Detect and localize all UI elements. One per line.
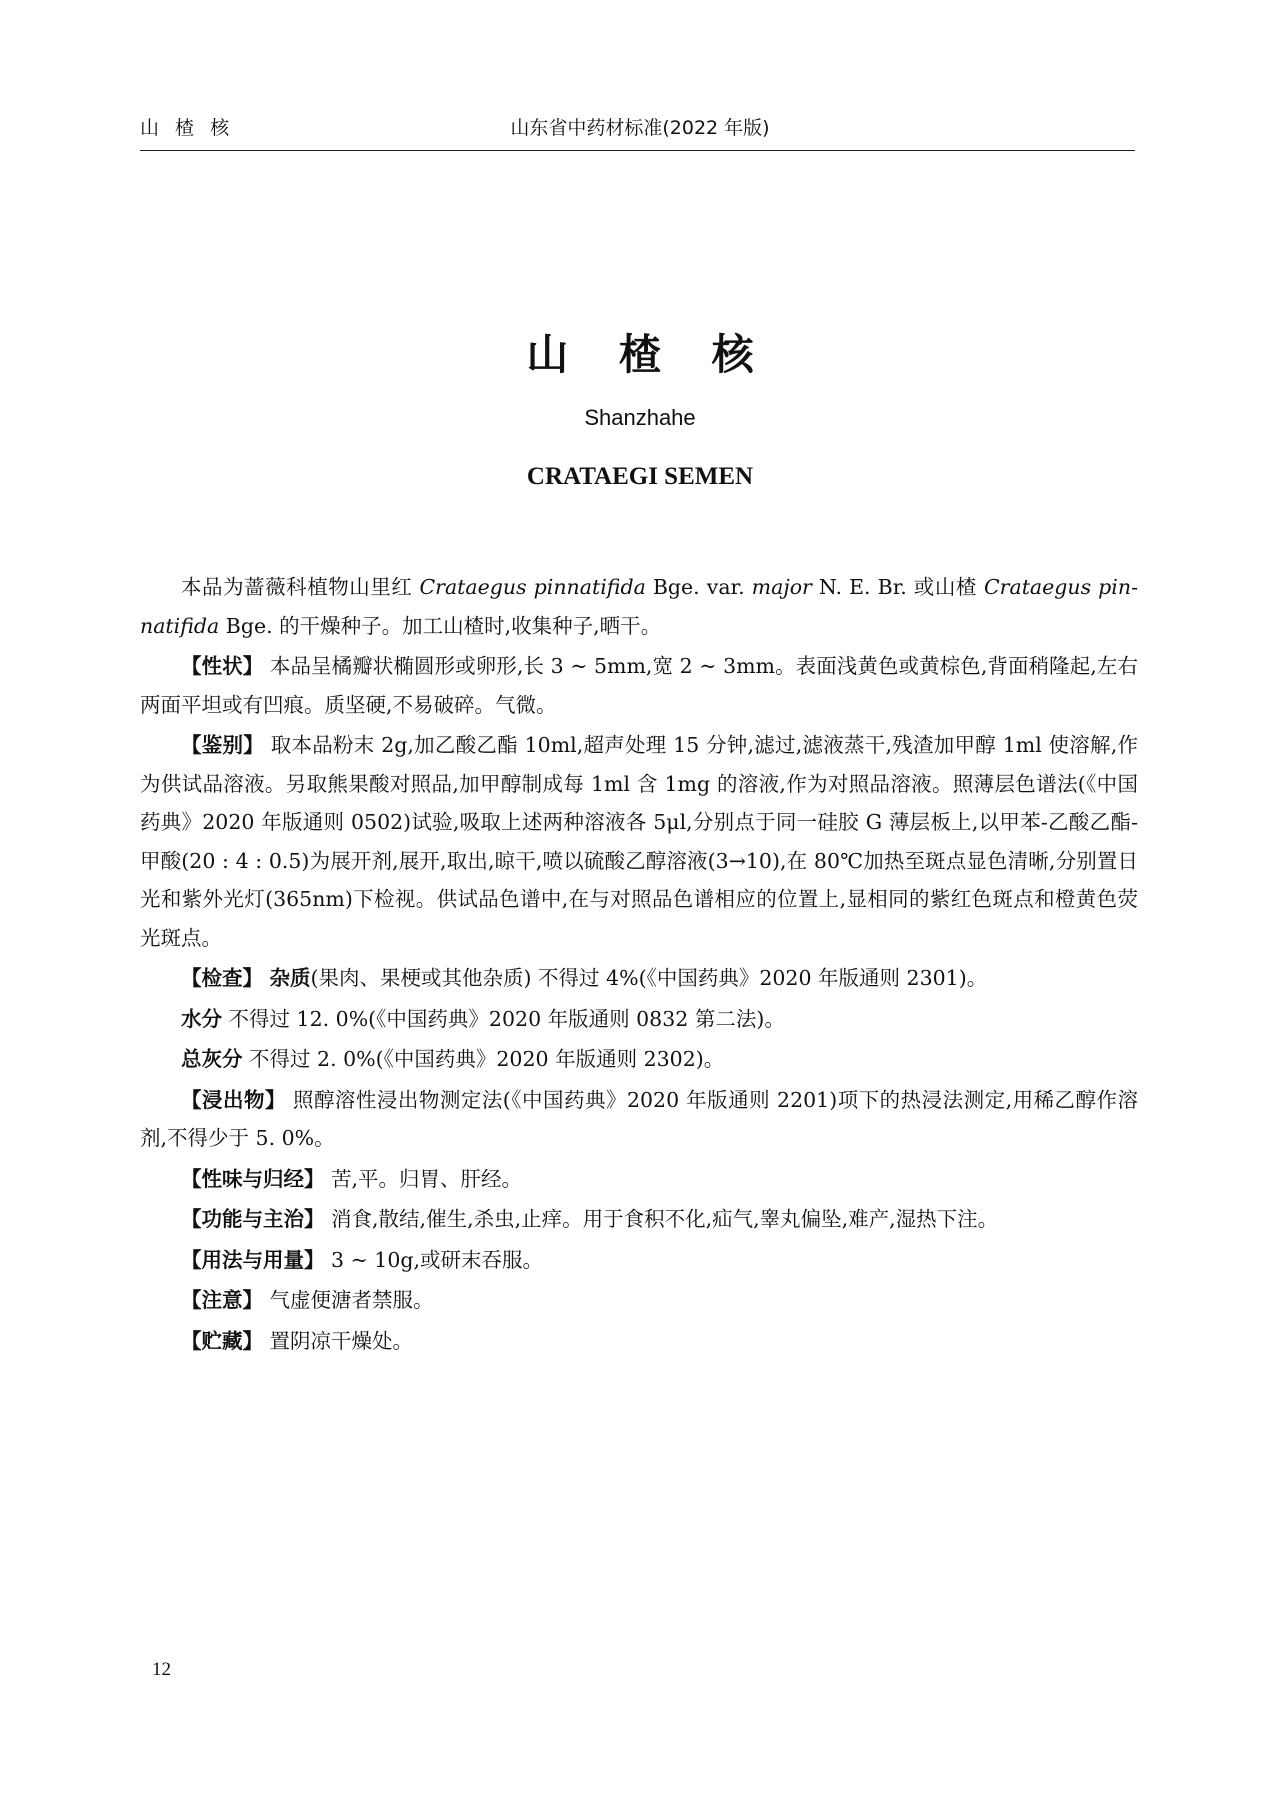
section-label: 【注意】 [181,1288,263,1312]
section-text: 3 ~ 10g,或研末吞服。 [331,1247,544,1272]
section-label: 【性状】 [181,654,264,678]
section-zhucang [140,1322,1138,1361]
section-gongneng [140,1200,1138,1239]
species-name-1: Crataegus pinnatifida [419,575,646,599]
section-label: 【用法与用量】 [181,1247,325,1272]
section-label: 【功能与主治】 [181,1207,325,1231]
latin-name: CRATAEGI SEMEN [526,463,754,490]
section-text: 取本品粉末 2g,加乙酸乙酯 10ml,超声处理 15 分钟,滤过,滤液蒸干,残渣加甲醇 1ml 使溶解,作为供试品溶液。另取熊果酸对照品,加甲醇制成每 1ml 含 1mg 的溶液,作为对照品溶液。照薄层色谱法(《中国药典》2020 年版通则 0502)试验,吸取上述两种溶液各 5μl,分别点于同一硅胶 G 薄层板上,以甲苯-乙酸乙酯-甲酸(20 : 4 : 0.5)为展开剂,展开,取出,晾干,喷以硫酸乙醇溶液(3→10),在 80℃加热至斑点显色清晰,分别置日光和紫外光灯(365nm)下检视。供试品色谱中,在与对照品色谱相应的位置上,显相同的紫红色斑点和橙黄色荧光斑点。 [140,733,1138,950]
section-xingzhuang [140,647,1138,724]
section-label: 【贮藏】 [181,1328,263,1353]
intro-text-4: Bge. 的干燥种子。加工山楂时,收集种子,晒干。 [219,613,662,638]
section-yongfa [140,1241,1138,1280]
variety-name: major [751,575,812,599]
section-label: 总灰分 [181,1047,243,1071]
intro-text-3: N. E. Br. 或山楂 [811,575,984,599]
monograph-title: 山 楂 核 [526,330,772,379]
section-label: 【性味与归经】 [181,1166,325,1191]
section-jiancha [140,959,1138,998]
section-label: 【浸出物】 [181,1087,286,1112]
section-text: 照醇溶性浸出物测定法(《中国药典》2020 年版通则 2201)项下的热浸法测定,用稀乙醇作溶剂,不得少于 5. 0%。 [140,1087,1139,1150]
running-header-title: 山东省中药材标准(2022 年版) [510,117,770,139]
section-label: 水分 [181,1006,222,1031]
intro-text-1: 本品为蔷薇科植物山里红 [181,575,420,599]
section-sublabel: 杂质 [269,966,311,990]
section-text: 苦,平。归胃、肝经。 [331,1166,523,1191]
section-text: 不得过 2. 0%(《中国药典》2020 年版通则 2302)。 [249,1047,725,1071]
section-text: 置阴凉干燥处。 [269,1328,414,1353]
section-label: 【鉴别】 [181,733,264,757]
running-header-left: 山 楂 核 [140,117,235,139]
section-jianbie [140,726,1138,957]
header-divider [140,150,1135,151]
intro-paragraph [140,568,1138,645]
monograph-body [140,568,1138,1362]
section-text: (果肉、果梗或其他杂质) 不得过 4%(《中国药典》2020 年版通则 2301)。 [310,966,988,990]
pinyin-name: Shanzhahe [584,405,696,430]
section-label: 【检查】 [181,966,263,990]
section-text: 气虚便溏者禁服。 [269,1288,434,1312]
intro-text-2: Bge. var. [645,575,752,599]
species-name-2: Crataegus pin-natifida [140,575,1138,638]
section-zhuyi [140,1281,1138,1320]
section-shuifen [140,1000,1138,1039]
page-number: 12 [152,1659,171,1680]
section-text: 不得过 12. 0%(《中国药典》2020 年版通则 0832 第二法)。 [228,1006,785,1031]
section-zonghuifen [140,1040,1138,1079]
section-jinchuwu [140,1081,1138,1158]
section-text: 本品呈橘瓣状椭圆形或卵形,长 3 ~ 5mm,宽 2 ~ 3mm。表面浅黄色或黄棕色,背面稍隆起,左右两面平坦或有凹痕。质坚硬,不易破碎。气微。 [140,654,1138,717]
section-text: 消食,散结,催生,杀虫,止痒。用于食积不化,疝气,睾丸偏坠,难产,湿热下注。 [331,1207,999,1231]
section-xingwei [140,1160,1138,1199]
